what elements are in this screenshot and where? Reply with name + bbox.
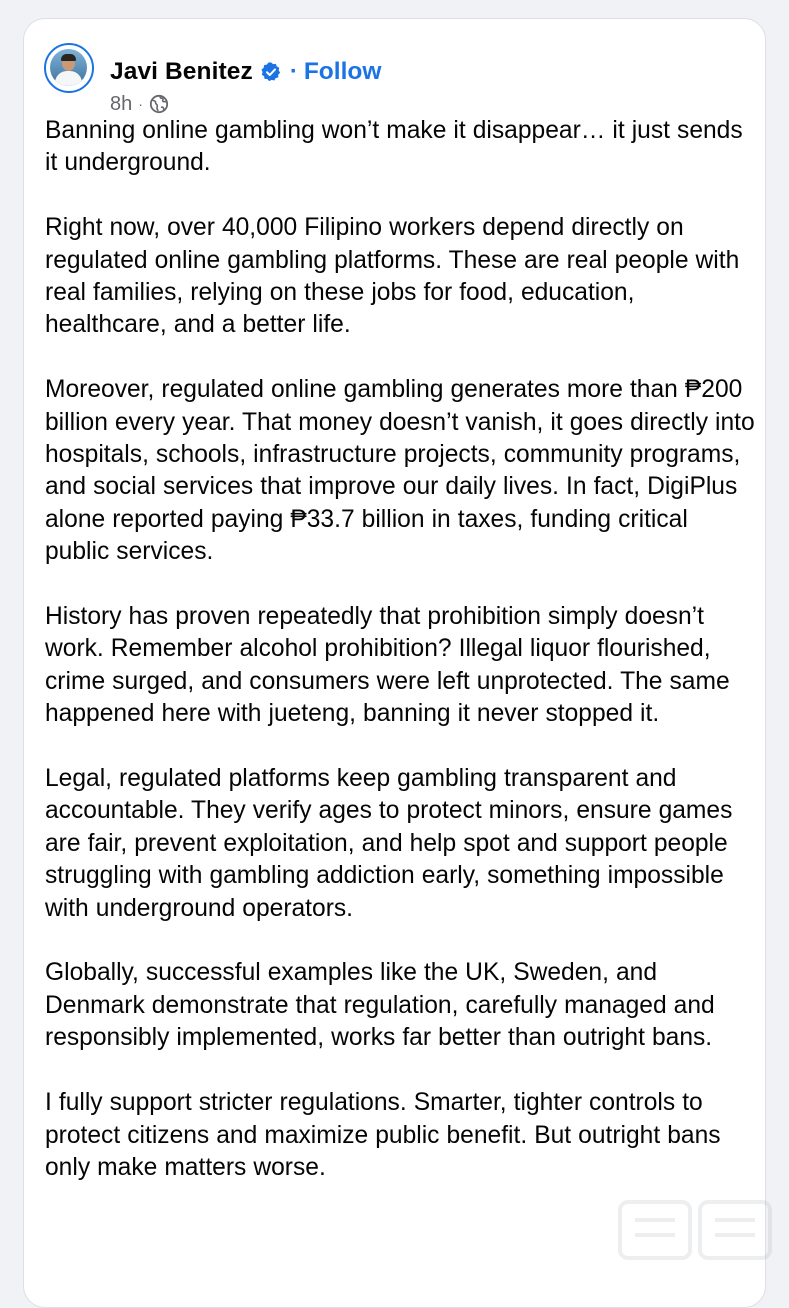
avatar-photo-body — [55, 71, 82, 86]
author-name[interactable]: Javi Benitez — [110, 58, 253, 85]
post-card — [23, 18, 766, 1308]
globe-icon[interactable] — [149, 94, 169, 114]
follow-separator: · — [289, 58, 298, 85]
verified-badge-icon — [260, 61, 282, 83]
post-paragraph: Right now, over 40,000 Filipino workers depend directly on regulated online gambling platforms. These are real people with real families, relying on these jobs for food, education, healthcare, and a better life. — [45, 214, 740, 339]
post-paragraph: Globally, successful examples like the UK, Sweden, and Denmark demonstrate that regulation, carefully managed and responsibly implemented, works far better than outright bans. — [45, 959, 715, 1052]
follow-button[interactable]: Follow — [303, 58, 382, 85]
post-paragraph: I fully support stricter regulations. Smarter, tighter controls to protect citizens and maximize public benefit. But outright bans only make matters worse. — [45, 1089, 721, 1181]
avatar-photo — [50, 49, 87, 86]
author-avatar[interactable] — [44, 43, 94, 93]
post-paragraph: Banning online gambling won’t make it disappear… it just sends it underground. — [45, 117, 743, 177]
avatar-photo-hair — [61, 54, 76, 61]
post-header — [24, 19, 765, 119]
post-paragraph: Moreover, regulated online gambling generates more than ₱200 billion every year. That money doesn’t vanish, it goes directly into hospitals, schools, infrastructure projects, community programs, and social services that improve our daily lives. In fact, DigiPlus alone reported paying ₱33.7 billion in taxes, funding critical public services. — [45, 376, 755, 566]
post-text — [45, 115, 757, 1217]
meta-separator: · — [138, 96, 143, 112]
post-meta — [110, 91, 169, 117]
author-row — [110, 55, 381, 89]
post-paragraph: History has proven repeatedly that prohibition simply doesn’t work. Remember alcohol prohibition? Illegal liquor flourished, crime surged, and consumers were left unprotected. The same happened here with jueteng, banning it never stopped it. — [45, 603, 730, 728]
post-paragraph: Legal, regulated platforms keep gambling transparent and accountable. They verify ages to protect minors, ensure games are fair, prevent exploitation, and help spot and support people struggling with gambling addiction early, something impossible with underground operators. — [45, 765, 733, 922]
post-time[interactable]: 8h — [110, 92, 133, 115]
